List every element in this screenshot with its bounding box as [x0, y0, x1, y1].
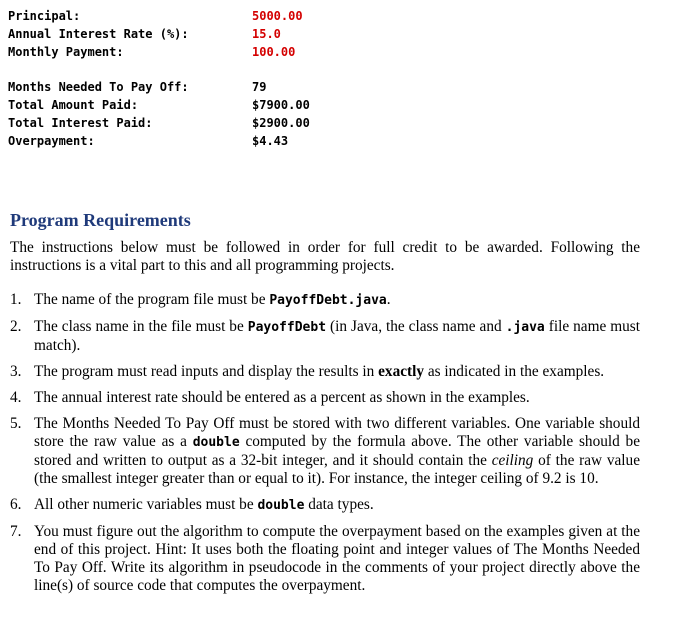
months-label: Months Needed To Pay Off:	[8, 80, 189, 94]
italic-run: ceiling	[491, 452, 534, 469]
item-number: 7.	[10, 523, 22, 540]
requirements-list	[10, 291, 640, 603]
total-label: Total Amount Paid:	[8, 98, 139, 112]
text-run: You must figure out the algorithm to compute the overpayment based on the examples given at the end of this project. Hint: It uses both the floating point and integer values of The Months Needed To Pay Off. Write its algorithm in pseudocode in the comments of your project directly above the line(s) of source code that computes the overpayment.	[34, 523, 640, 594]
item-text	[34, 415, 640, 488]
principal-value: 5000.00	[252, 9, 303, 23]
item-text	[34, 496, 640, 515]
item-text	[34, 291, 640, 310]
text-run: (in Java, the class name and	[326, 318, 506, 335]
interest-row	[8, 114, 310, 132]
total-row	[8, 96, 310, 114]
text-run: The annual interest rate should be entered as a percent as shown in the examples.	[34, 389, 530, 406]
section-heading: Program Requirements	[10, 210, 191, 230]
text-run: as indicated in the examples.	[424, 363, 605, 380]
months-row	[8, 78, 310, 96]
overpayment-label: Overpayment:	[8, 134, 95, 148]
list-item	[10, 523, 640, 595]
rate-label: Annual Interest Rate (%):	[8, 27, 189, 41]
text-run: file name must match).	[34, 318, 641, 354]
list-item	[10, 318, 640, 355]
months-value: 79	[252, 80, 267, 94]
text-run: computed by the formula above. The other variable should be stored and written to output as a 32-bit integer, and it should contain the	[34, 433, 640, 469]
overpayment-value: $4.43	[252, 134, 289, 148]
text-run: of the raw value (the smallest integer greater than or equal to it). For instance, the integer ceiling of 9.2 is 10.	[34, 452, 640, 487]
rate-row	[8, 25, 310, 43]
list-item	[10, 496, 640, 515]
console-output	[8, 7, 310, 150]
text-run: The name of the program file must be	[34, 291, 270, 308]
code-run: PayoffDebt.java	[269, 293, 387, 308]
list-item	[10, 363, 640, 381]
overpayment-row	[8, 132, 310, 150]
list-item	[10, 415, 640, 488]
interest-value: $2900.00	[252, 116, 310, 130]
item-text	[34, 318, 640, 355]
text-run: All other numeric variables must be	[34, 496, 258, 513]
item-text	[34, 523, 640, 595]
principal-row	[8, 7, 310, 25]
item-number: 1.	[10, 291, 22, 308]
text-run: The program must read inputs and display the results in	[34, 363, 379, 380]
text-run: The class name in the file must be	[34, 318, 248, 335]
bold-run: exactly	[378, 363, 424, 380]
console-spacer	[8, 61, 310, 78]
item-number: 2.	[10, 318, 22, 335]
code-run: .java	[505, 320, 545, 335]
interest-label: Total Interest Paid:	[8, 116, 153, 130]
rate-value: 15.0	[252, 27, 281, 41]
item-number: 5.	[10, 415, 22, 432]
total-value: $7900.00	[252, 98, 310, 112]
item-text	[34, 389, 640, 407]
list-item	[10, 389, 640, 407]
intro-paragraph: The instructions below must be followed in order for full credit to be awarded. Following the instructions is a vital part to this and all programming projects.	[10, 239, 640, 274]
item-number: 4.	[10, 389, 22, 406]
item-text	[34, 363, 640, 381]
text-run: .	[386, 291, 391, 308]
code-run: double	[257, 498, 305, 513]
text-run: The Months Needed To Pay Off must be stored with two different variables. One variable should store the raw value as a	[34, 415, 640, 450]
item-number: 6.	[10, 496, 22, 513]
code-run: double	[192, 435, 240, 450]
list-item	[10, 291, 640, 310]
code-run: PayoffDebt	[247, 320, 327, 335]
payment-label: Monthly Payment:	[8, 45, 124, 59]
principal-label: Principal:	[8, 9, 81, 23]
text-run: data types.	[304, 496, 374, 513]
payment-value: 100.00	[252, 45, 296, 59]
payment-row	[8, 43, 310, 61]
item-number: 3.	[10, 363, 22, 380]
